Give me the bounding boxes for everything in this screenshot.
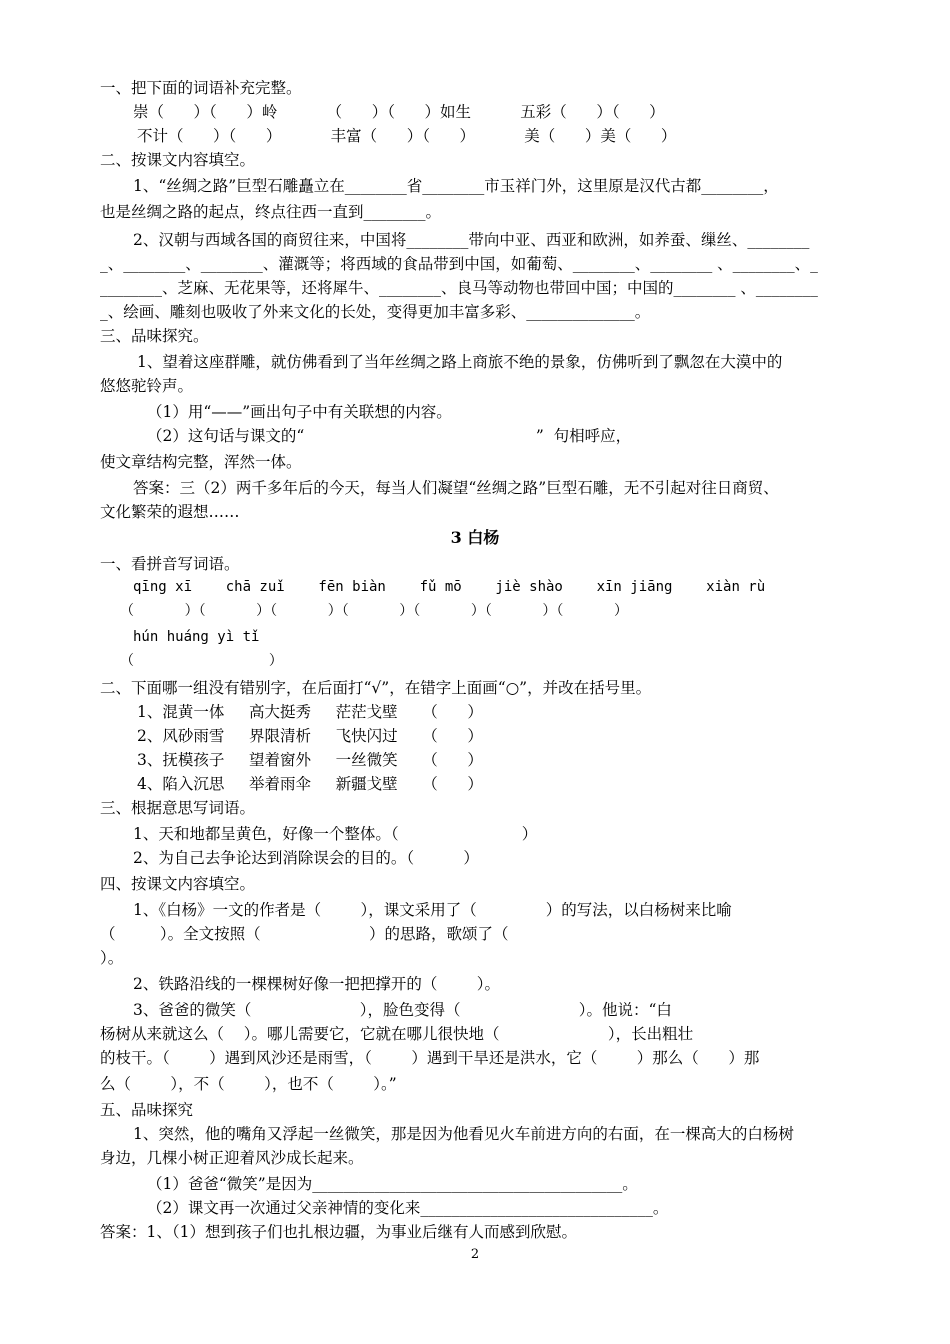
question-text: 1、“丝绸之路”巨型石雕矗立在________省________市玉祥门外，这里原是汉代古都________， [133, 177, 779, 195]
fill-in-row: 不计（ ）（ ） 丰富（ ）（ ） 美（ ）美（ ） [137, 127, 677, 145]
word-group-row: 1、混黄一体 高大挺秀 茫茫戈壁 （ ） [137, 703, 483, 721]
question-heading: 二、下面哪一组没有错别字，在后面打“√”，在错字上面画“○”，并改在括号里。 [100, 679, 652, 697]
question-text: 1、《白杨》一文的作者是（ ），课文采用了（ ）的写法，以白杨树来比喻 [133, 901, 732, 919]
question-text: _、________、________、灌溉等；将西域的食品带到中国，如葡萄、________、________ 、________、_ [100, 255, 818, 273]
pinyin-row: hún huáng yì tǐ [133, 629, 260, 645]
question-text: 2、汉朝与西域各国的商贸往来，中国将________带向中亚、西亚和欧洲，如养蚕、缫丝、________ [133, 231, 810, 249]
word-group-row: 2、风砂雨雪 界限清析 飞快闪过 （ ） [137, 727, 483, 745]
question-text: 1、天和地都呈黄色，好像一个整体。（ ） [133, 825, 538, 843]
fill-in-row: 崇（ ）（ ）岭 （ ）（ ）如生 五彩（ ）（ ） [133, 103, 665, 121]
question-text: 2、铁路沿线的一棵棵树好像一把把撑开的（ ）。 [133, 975, 501, 993]
question-heading: 三、根据意思写词语。 [100, 799, 256, 817]
question-text: 么（ ），不（ ），也不（ ）。” [100, 1075, 397, 1093]
question-heading: 三、品味探究。 [100, 327, 209, 345]
question-heading: 二、按课文内容填空。 [100, 151, 256, 169]
question-text: （ ）。全文按照（ ）的思路，歌颂了（ [100, 925, 509, 943]
lesson-title: 3 白杨 [450, 528, 500, 547]
pinyin-row: qīng xī chā zuǐ fēn biàn fǔ mō jiè shào xīn jiāng xiàn rù [133, 579, 766, 595]
sub-question: （2）课文再一次通过父亲神情的变化来______________________________。 [147, 1199, 669, 1217]
question-text: _、绘画、雕刻也吸收了外来文化的长处，变得更加丰富多彩、______________。 [100, 303, 651, 321]
question-text: ）。 [100, 949, 124, 967]
sub-question: （1）用“——”画出句子中有关联想的内容。 [147, 403, 452, 421]
answer-text: 答案：1、（1）想到孩子们也扎根边疆，为事业后继有人而感到欣慰。 [100, 1223, 577, 1241]
question-text: 3、爸爸的微笑（ ），脸色变得（ ）。他说：“白 [133, 1001, 672, 1019]
answer-text: 文化繁荣的遐想…… [100, 503, 240, 521]
answer-brackets-row: （ ） [120, 653, 283, 669]
question-heading: 一、把下面的词语补充完整。 [100, 79, 302, 97]
answer-text: 答案：三（2）两千多年后的今天，每当人们凝望“丝绸之路”巨型石雕，无不引起对往日商贸、 [133, 479, 779, 497]
question-heading: 四、按课文内容填空。 [100, 875, 256, 893]
sub-question: （1）爸爸“微笑”是因为________________________________________。 [147, 1175, 638, 1193]
page-number: 2 [470, 1247, 480, 1262]
question-text: 2、为自己去争论达到消除误会的目的。（ ） [133, 849, 479, 867]
question-heading: 一、看拼音写词语。 [100, 555, 240, 573]
question-text: 悠悠驼铃声。 [100, 377, 194, 395]
question-text: 1、突然，他的嘴角又浮起一丝微笑，那是因为他看见火车前进方向的右面，在一棵高大的白杨树 [133, 1125, 794, 1143]
question-text: 1、望着这座群雕，就仿佛看到了当年丝绸之路上商旅不绝的景象，仿佛听到了飘忽在大漠中的 [137, 353, 783, 371]
answer-brackets-row: （ ）（ ）（ ）（ ）（ ）（ ）（ ） [120, 603, 629, 619]
question-text: 的枝干。（ ）遇到风沙还是雨雪，（ ）遇到干旱还是洪水，它（ ）那么（ ）那 [100, 1049, 760, 1067]
word-group-row: 4、陷入沉思 举着雨伞 新疆戈壁 （ ） [137, 775, 483, 793]
question-text: ________、芝麻、无花果等，还将犀牛、________、良马等动物也带回中国；中国的________ 、________ [100, 279, 818, 297]
question-text: 杨树从来就这么（ ）。哪儿需要它，它就在哪儿很快地（ ），长出粗壮 [100, 1025, 694, 1043]
question-heading: 五、品味探究 [100, 1101, 194, 1119]
word-group-row: 3、抚模孩子 望着窗外 一丝微笑 （ ） [137, 751, 483, 769]
question-text: 身边，几棵小树正迎着风沙成长起来。 [100, 1149, 364, 1167]
sub-question: （2）这句话与课文的“ ” 句相呼应， [147, 427, 632, 445]
question-text: 使文章结构完整，浑然一体。 [100, 453, 302, 471]
question-text: 也是丝绸之路的起点，终点往西一直到________。 [100, 203, 442, 221]
